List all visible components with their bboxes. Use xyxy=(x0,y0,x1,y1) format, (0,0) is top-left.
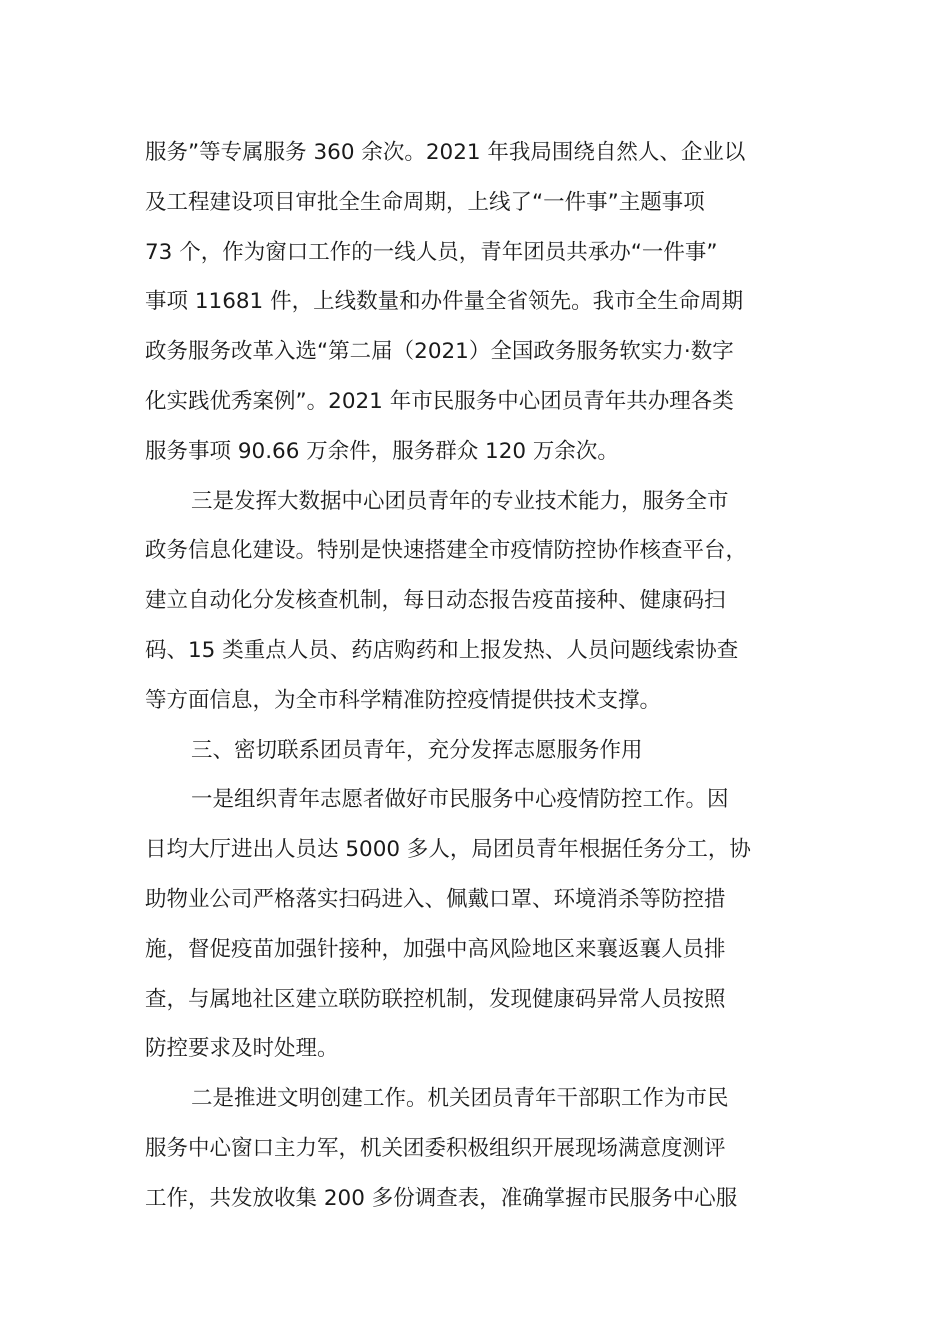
text-line: 事项 11681 件，上线数量和办件量全省领先。我市全生命周期 xyxy=(145,289,744,315)
text-line: 建立自动化分发核查机制，每日动态报告疫苗接种、健康码扫 xyxy=(145,588,726,614)
paragraph-start-line: 一是组织青年志愿者做好市民服务中心疫情防控工作。因 xyxy=(191,787,729,813)
text-line: 政务信息化建设。特别是快速搭建全市疫情防控协作核查平台， xyxy=(145,538,748,564)
text-line: 及工程建设项目审批全生命周期，上线了“一件事”主题事项 xyxy=(145,189,705,215)
text-line: 查，与属地社区建立联防联控机制，发现健康码异常人员按照 xyxy=(145,986,726,1012)
text-line: 等方面信息，为全市科学精准防控疫情提供技术支撑。 xyxy=(145,687,662,713)
text-line: 服务”等专属服务 360 余次。2021 年我局围绕自然人、企业以 xyxy=(145,140,746,165)
text-line: 防控要求及时处理。 xyxy=(145,1036,339,1062)
section-heading: 三、密切联系团员青年，充分发挥志愿服务作用 xyxy=(191,737,643,763)
text-line: 服务事项 90.66 万余件，服务群众 120 万余次。 xyxy=(145,438,619,464)
text-line: 施，督促疫苗加强针接种，加强中高风险地区来襄返襄人员排 xyxy=(145,936,726,962)
text-line: 73 个，作为窗口工作的一线人员，青年团员共承办“一件事” xyxy=(145,239,718,265)
text-line: 日均大厅进出人员达 5000 多人，局团员青年根据任务分工，协 xyxy=(145,837,751,863)
text-line: 服务中心窗口主力军，机关团委积极组织开展现场满意度测评 xyxy=(145,1135,726,1161)
text-line: 化实践优秀案例”。2021 年市民服务中心团员青年共办理各类 xyxy=(145,388,734,414)
text-line: 政务服务改革入选“第二届（2021）全国政务服务软实力·数字 xyxy=(145,339,734,365)
text-line: 工作，共发放收集 200 多份调查表，准确掌握市民服务中心服 xyxy=(145,1185,738,1211)
paragraph-start-line: 三是发挥大数据中心团员青年的专业技术能力，服务全市 xyxy=(191,488,729,514)
document-body xyxy=(145,128,807,1224)
paragraph-start-line: 二是推进文明创建工作。机关团员青年干部职工作为市民 xyxy=(191,1086,729,1112)
text-line: 助物业公司严格落实扫码进入、佩戴口罩、环境消杀等防控措 xyxy=(145,886,726,912)
text-line: 码、15 类重点人员、药店购药和上报发热、人员问题线索协查 xyxy=(145,637,739,663)
